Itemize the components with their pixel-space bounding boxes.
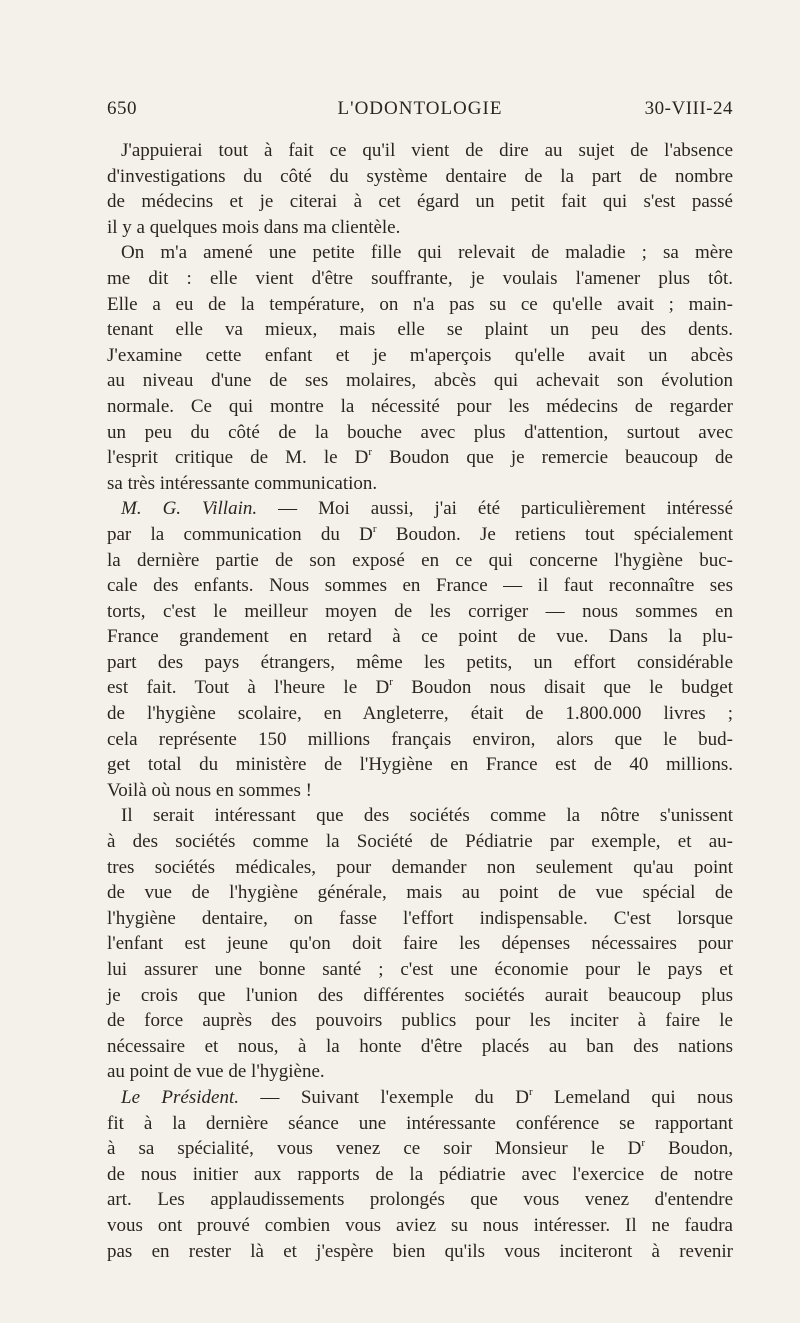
text-segment: l'esprit critique de M. le D	[107, 447, 369, 469]
text-line	[107, 445, 733, 471]
text-line: normale. Ce qui montre la nécessité pour les médecins de regarder	[107, 395, 733, 417]
text-line: J'examine cette enfant et je m'aperçois qu'elle avait un abcès	[107, 344, 733, 366]
text-line	[107, 675, 733, 701]
text-line: un peu du côté de la bouche avec plus d'attention, surtout avec	[107, 421, 733, 443]
text-line: get total du ministère de l'Hygiène en France est de 40 millions.	[107, 754, 733, 776]
text-line	[107, 1136, 733, 1162]
text-line: il y a quelques mois dans ma clientèle.	[107, 216, 401, 238]
text-segment: Boudon,	[644, 1138, 733, 1160]
text-line	[107, 496, 733, 522]
page-number: 650	[107, 98, 137, 119]
text-line: au niveau d'une de ses molaires, abcès qui achevait son évolution	[107, 370, 733, 392]
text-line: pas en rester là et j'espère bien qu'ils vous inciteront à revenir	[107, 1240, 733, 1262]
superscript: r	[641, 1136, 645, 1149]
text-line: de vue de l'hygiène générale, mais au point de vue spécial de	[107, 882, 733, 904]
speaker-name: M. G. Villain.	[121, 498, 258, 520]
journal-title: L'ODONTOLOGIE	[337, 98, 503, 119]
text-line: tenant elle va mieux, mais elle se plaint un peu des dents.	[107, 319, 733, 341]
text-line: J'appuierai tout à fait ce qu'il vient de dire au sujet de l'absence	[121, 140, 733, 161]
text-segment: Boudon que je remercie beaucoup de	[372, 447, 733, 469]
superscript: r	[389, 676, 393, 689]
text-line: de nous initier aux rapports de la pédiatrie avec l'exercice de notre	[107, 1163, 733, 1185]
text-segment: est fait. Tout à l'heure le D	[107, 677, 390, 699]
text-line: nécessaire et nous, à la honte d'être placés au ban des nations	[107, 1035, 733, 1057]
text-line: vous ont prouvé combien vous aviez su nous intéresser. Il ne faudra	[107, 1214, 733, 1236]
text-line: fit à la dernière séance une intéressante conférence se rapportant	[107, 1112, 733, 1134]
issue-date: 30-VIII-24	[644, 98, 733, 119]
running-header	[107, 98, 733, 126]
text-line: au point de vue de l'hygiène.	[107, 1061, 325, 1083]
text-segment: par la communication du D	[107, 523, 373, 545]
text-line: sa très intéressante communication.	[107, 472, 378, 494]
text-segment: — Moi aussi, j'ai été particulièrement intéressé	[257, 498, 734, 520]
text-line: cela représente 150 millions français environ, alors que le bud-	[107, 728, 733, 750]
text-line: art. Les applaudissements prolongés que vous venez d'entendre	[107, 1189, 733, 1211]
text-line: lui assurer une bonne santé ; c'est une économie pour le pays et	[107, 959, 733, 980]
text-line: de force auprès des pouvoirs publics pour les inciter à faire le	[107, 1010, 733, 1032]
text-line: Il serait intéressant que des sociétés comme la nôtre s'unissent	[121, 805, 733, 827]
text-line: l'enfant est jeune qu'on doit faire les dépenses nécessaires pour	[107, 933, 733, 955]
text-line	[107, 522, 733, 548]
text-segment: Boudon nous disait que le budget	[392, 677, 734, 699]
text-segment: Lemeland qui nous	[532, 1086, 734, 1108]
text-line: l'hygiène dentaire, on fasse l'effort indispensable. C'est lorsque	[107, 907, 733, 929]
text-line: à des sociétés comme la Société de Pédiatrie par exemple, et au-	[107, 831, 733, 853]
text-line: la dernière partie de son exposé en ce qui concerne l'hygiène buc-	[107, 549, 733, 571]
text-line: Elle a eu de la température, on n'a pas su ce qu'elle avait ; main-	[107, 293, 733, 315]
superscript: r	[372, 522, 377, 535]
text-line: de médecins et je citerai à cet égard un petit fait qui s'est passé	[107, 191, 733, 213]
superscript: r	[528, 1085, 533, 1098]
text-segment: Boudon. Je retiens tout spécialement	[376, 523, 733, 545]
text-line: On m'a amené une petite fille qui relevait de maladie ; sa mère	[121, 242, 733, 264]
text-line: d'investigations du côté du système dentaire de la part de nombre	[107, 165, 733, 187]
text-line: tres sociétés médicales, pour demander non seulement qu'au point	[107, 856, 733, 878]
text-segment: — Suivant l'exemple du D	[239, 1086, 529, 1108]
text-line: de l'hygiène scolaire, en Angleterre, était de 1.800.000 livres ;	[107, 703, 733, 725]
text-line: cale des enfants. Nous sommes en France — il faut reconnaître ses	[107, 575, 733, 597]
text-line: Voilà où nous en sommes !	[107, 779, 312, 801]
text-line: France grandement en retard à ce point de vue. Dans la plu-	[107, 626, 733, 648]
text-segment: à sa spécialité, vous venez ce soir Monsieur le D	[107, 1138, 642, 1160]
text-line: torts, c'est le meilleur moyen de les corriger — nous sommes en	[107, 600, 733, 622]
text-line: me dit : elle vient d'être souffrante, je voulais l'amener plus tôt.	[107, 267, 733, 289]
text-line: je crois que l'union des différentes sociétés aurait beaucoup plus	[107, 984, 733, 1006]
text-line	[107, 1085, 733, 1111]
speaker-name: Le Président.	[121, 1086, 239, 1108]
superscript: r	[368, 445, 373, 458]
text-line: part des pays étrangers, même les petits, un effort considérable	[107, 651, 733, 673]
article-body	[107, 138, 733, 1264]
